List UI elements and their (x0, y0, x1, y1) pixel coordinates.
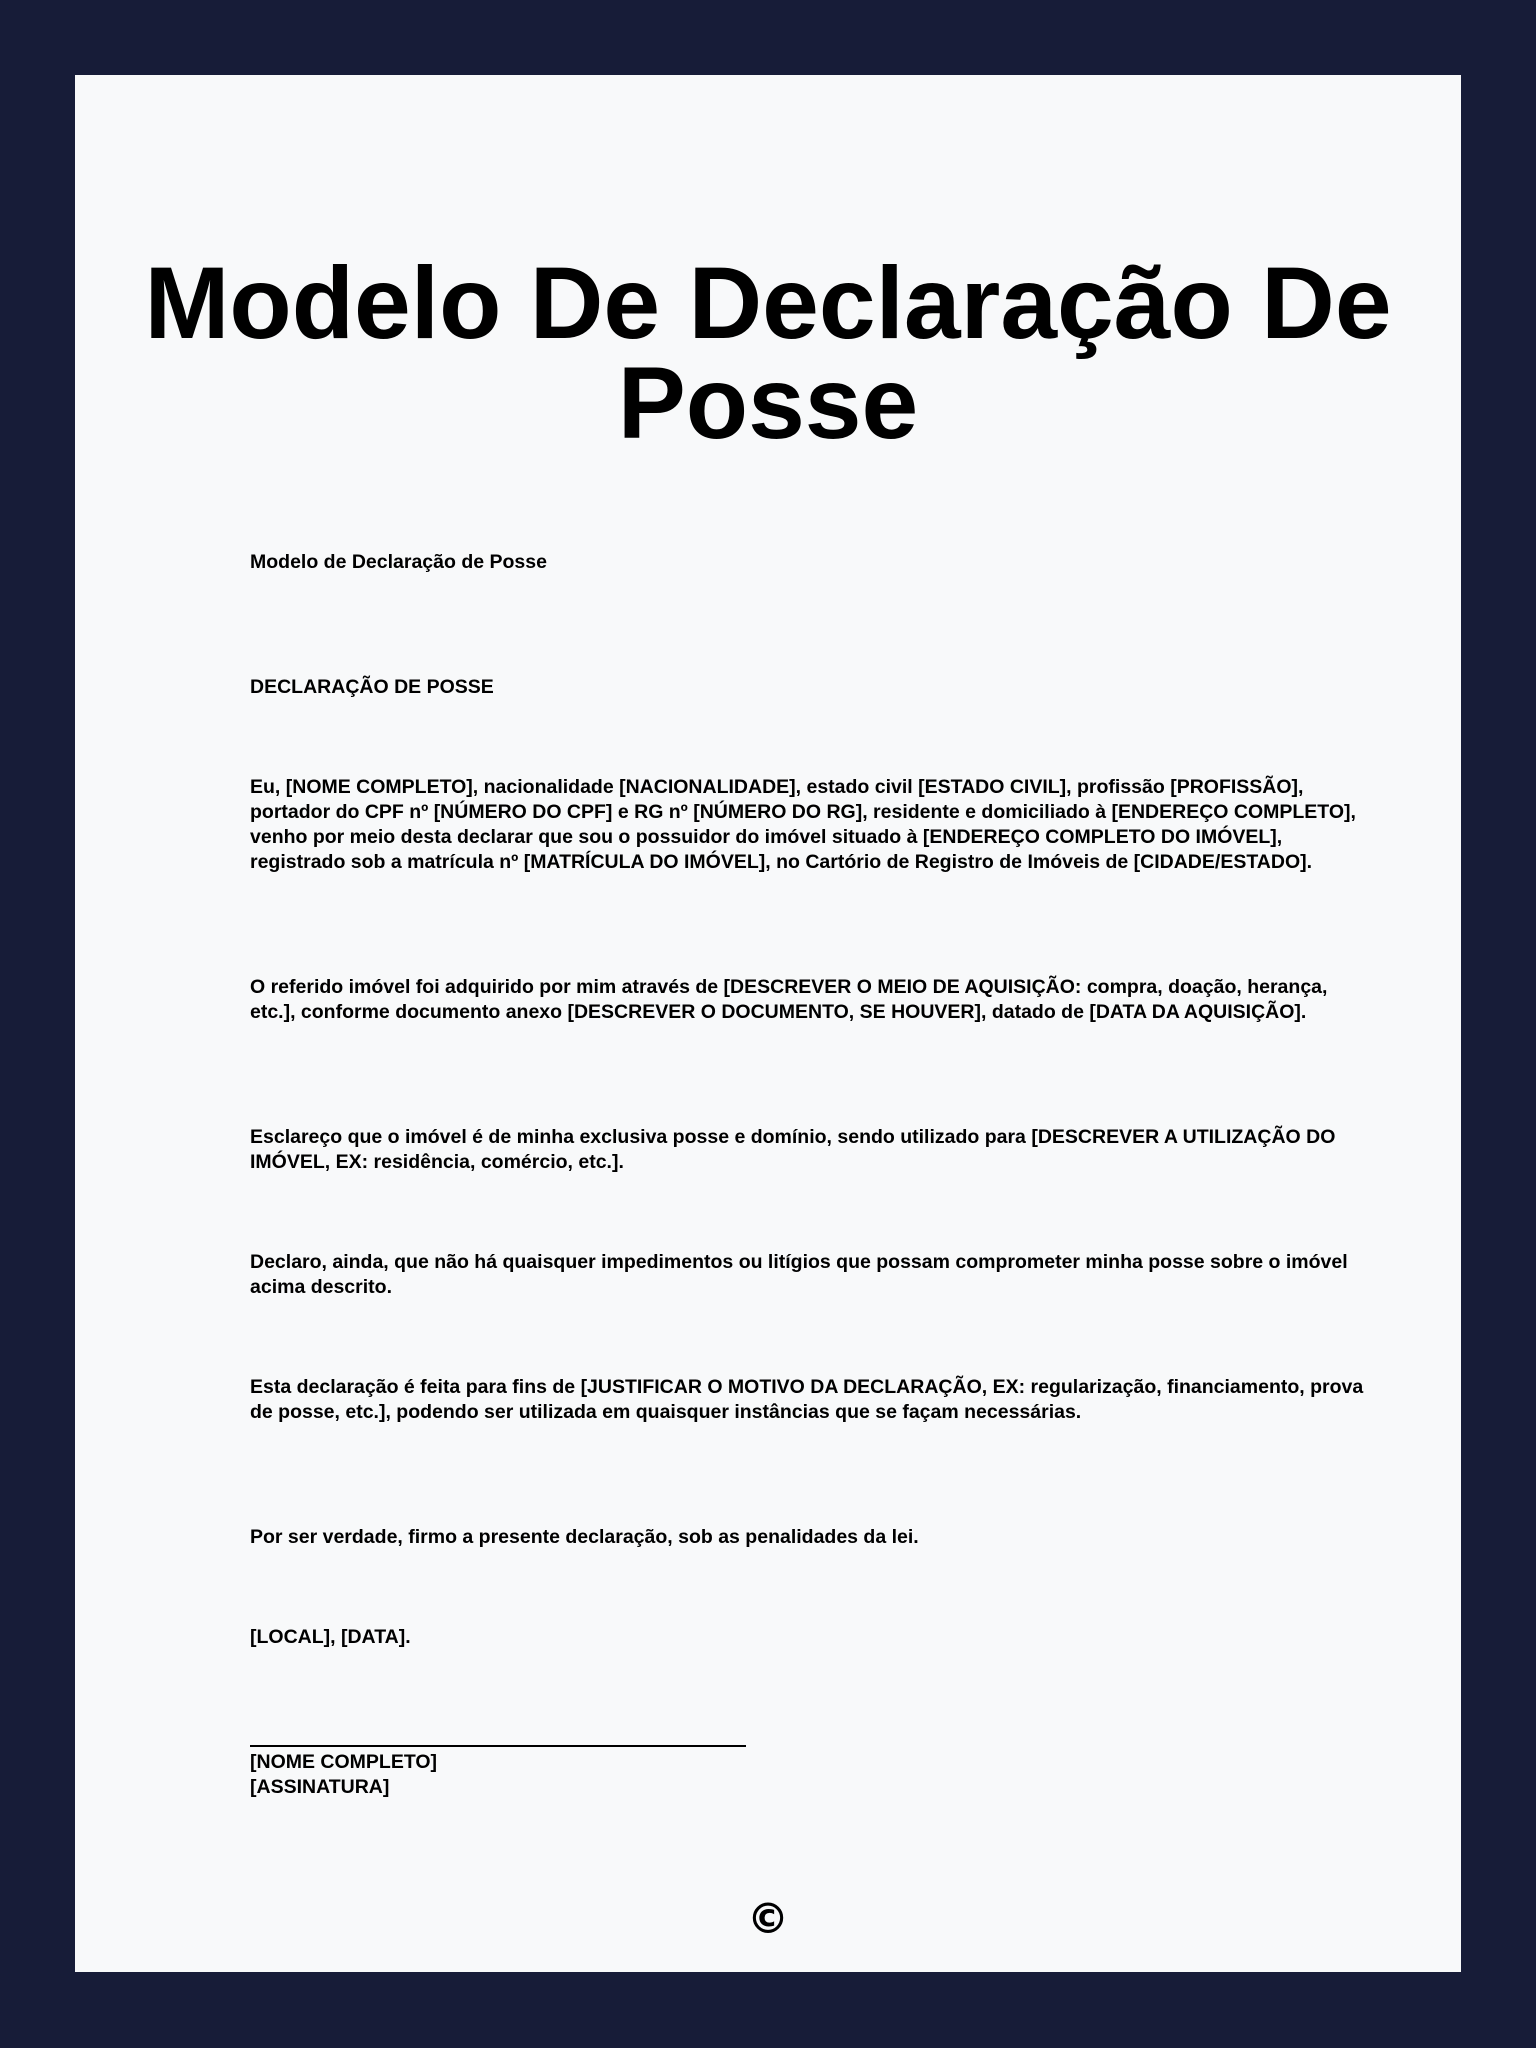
document-title: Modelo De Declaração De Posse (144, 246, 1392, 460)
signature-name: [NOME COMPLETO] (250, 1751, 438, 1773)
paragraph-truth-statement: Por ser verdade, firmo a presente declaração, sob as penalidades da lei. (250, 1526, 919, 1548)
signature-label: [ASSINATURA] (250, 1776, 390, 1798)
paragraph-acquisition: O referido imóvel foi adquirido por mim através de [DESCREVER O MEIO DE AQUISIÇÃO: compra, doação, herança, etc.], conforme documento anexo [DESCREVER O DOCUMENTO, SE HOUVER], datado de [DATA DA AQUISIÇÃO]. (250, 976, 1328, 1023)
document-page (75, 75, 1461, 1972)
declaration-heading: DECLARAÇÃO DE POSSE (250, 676, 494, 698)
paragraph-usage: Esclareço que o imóvel é de minha exclusiva posse e domínio, sendo utilizado para [DESCREVER A UTILIZAÇÃO DO IMÓVEL, EX: residência, comércio, etc.]. (250, 1126, 1336, 1173)
signature-line (250, 1745, 746, 1747)
paragraph-no-disputes: Declaro, ainda, que não há quaisquer impedimentos ou litígios que possam comprometer minha posse sobre o imóvel acima descrito. (250, 1251, 1348, 1298)
copyright-icon: © (747, 1894, 789, 1943)
place-date: [LOCAL], [DATA]. (250, 1626, 411, 1648)
paragraph-identification: Eu, [NOME COMPLETO], nacionalidade [NACIONALIDADE], estado civil [ESTADO CIVIL], profissão [PROFISSÃO], portador do CPF nº [NÚMERO DO CPF] e RG nº [NÚMERO DO RG], residente e domiciliado à [ENDEREÇO COMPLETO], venho por meio desta declarar que sou o possuidor do imóvel situado à [ENDEREÇO COMPLETO DO IMÓVEL], registrado sob a matrícula nº [MATRÍCULA DO IMÓVEL], no Cartório de Registro de Imóveis de [CIDADE/ESTADO]. (250, 776, 1356, 873)
document-subtitle: Modelo de Declaração de Posse (250, 551, 547, 573)
paragraph-purpose: Esta declaração é feita para fins de [JUSTIFICAR O MOTIVO DA DECLARAÇÃO, EX: regularização, financiamento, prova de posse, etc.], podendo ser utilizada em quaisquer instâncias que se façam necessárias. (250, 1376, 1364, 1423)
